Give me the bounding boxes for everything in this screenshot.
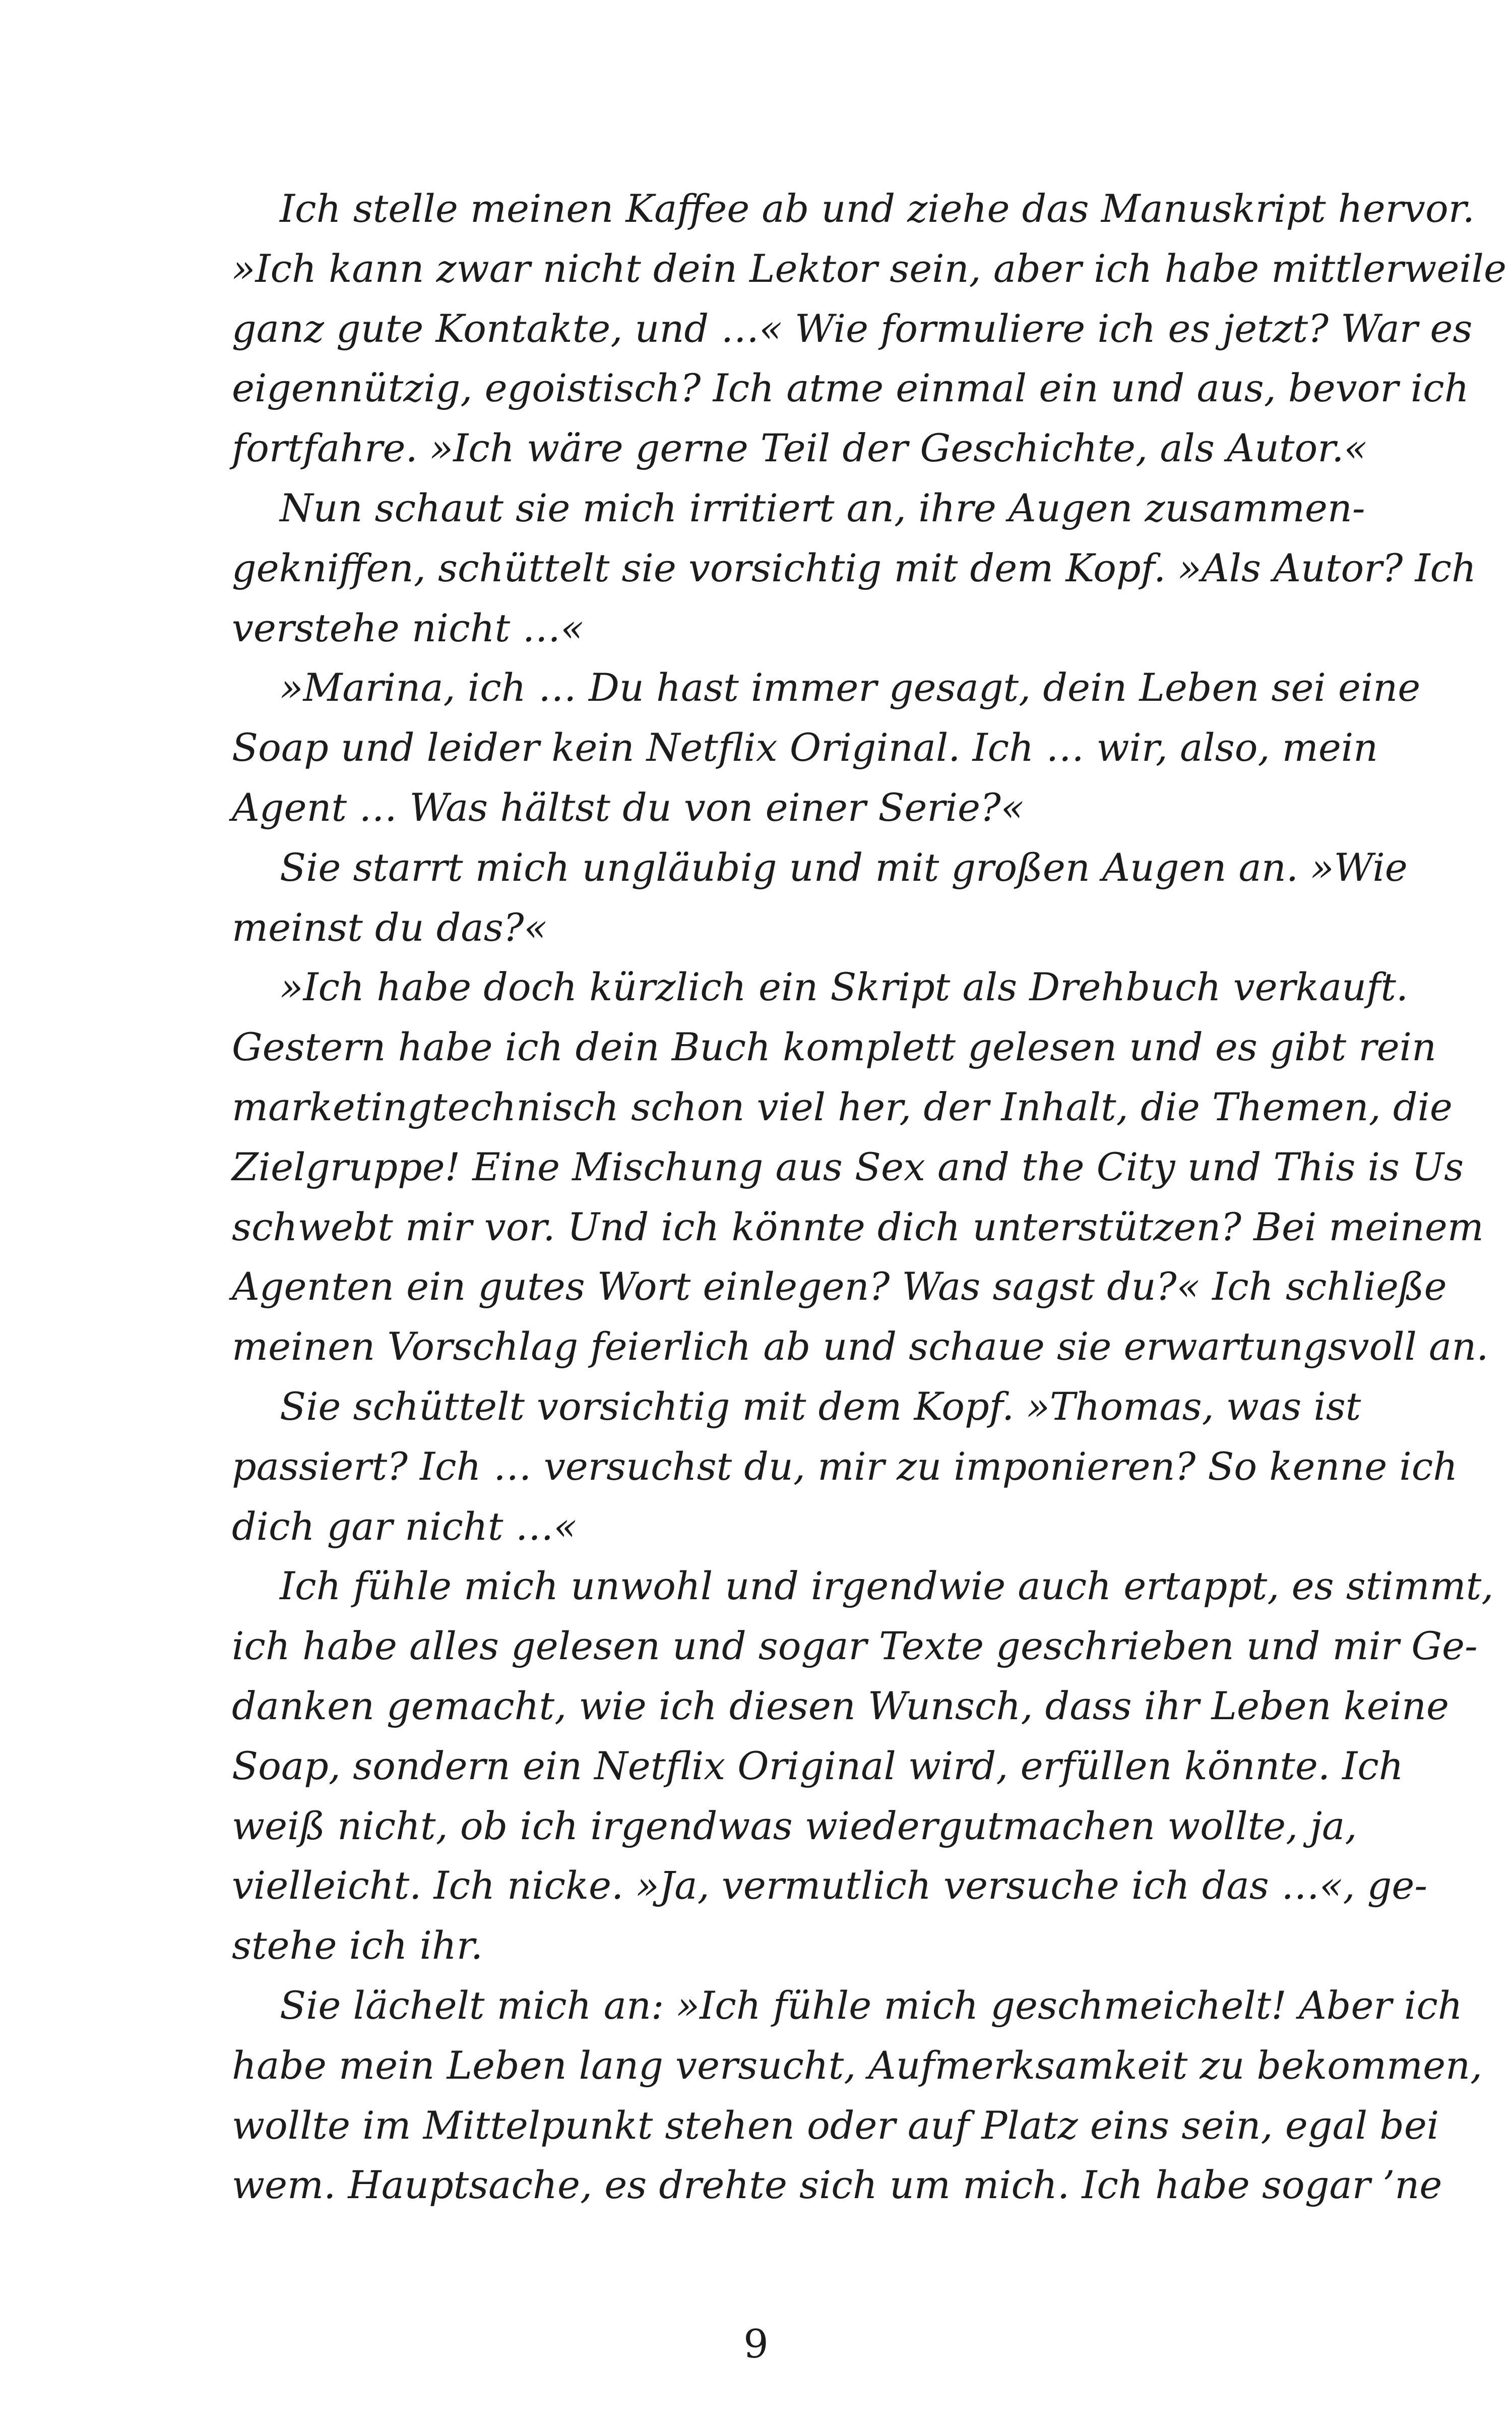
text-line: Sie lächelt mich an: »Ich fühle mich geschmeichelt! Aber ich <box>280 1982 1463 2028</box>
text-line: ganz gute Kontakte, und …« Wie formuliere ich es jetzt? War es <box>232 306 1473 351</box>
text-line: fortfahre. »Ich wäre gerne Teil der Geschichte, als Autor.« <box>232 426 1367 471</box>
page-number: 9 <box>743 2322 769 2367</box>
text-line: Agent … Was hältst du von einer Serie?« <box>232 784 1025 830</box>
text-line: dich gar nicht …« <box>232 1503 578 1549</box>
text-line: verstehe nicht …« <box>232 605 584 650</box>
text-line: marketingtechnisch schon viel her, der Inhalt, die Themen, die <box>232 1084 1453 1129</box>
text-line: schwebt mir vor. Und ich könnte dich unterstützen? Bei meinem <box>232 1204 1484 1249</box>
text-line: Ich stelle meinen Kaffee ab und ziehe das Manuskript hervor. <box>280 186 1475 231</box>
text-line: habe mein Leben lang versucht, Aufmerksamkeit zu bekommen, <box>232 2042 1483 2088</box>
text-line: weiß nicht, ob ich irgendwas wiedergutmachen wollte, ja, <box>232 1803 1357 1848</box>
text-line: Sie schüttelt vorsichtig mit dem Kopf. »Thomas, was ist <box>280 1383 1361 1429</box>
text-line: Nun schaut sie mich irritiert an, ihre Augen zusammen- <box>280 485 1365 530</box>
text-line: Zielgruppe! Eine Mischung aus Sex and the City und This is Us <box>232 1144 1464 1189</box>
text-line: meinen Vorschlag feierlich ab und schaue sie erwartungsvoll an. <box>232 1324 1489 1369</box>
body-text <box>232 179 1506 2215</box>
text-line: stehe ich ihr. <box>232 1923 483 1968</box>
text-line: »Marina, ich … Du hast immer gesagt, dein Leben sei eine <box>280 665 1421 710</box>
text-line: passiert? Ich … versuchst du, mir zu imponieren? So kenne ich <box>232 1443 1458 1489</box>
text-line: ich habe alles gelesen und sogar Texte geschrieben und mir Ge- <box>232 1623 1478 1669</box>
text-line: Ich fühle mich unwohl und irgendwie auch ertappt, es stimmt, <box>280 1563 1494 1609</box>
text-line: wem. Hauptsache, es drehte sich um mich. Ich habe sogar ’ne <box>232 2162 1442 2208</box>
text-line: »Ich habe doch kürzlich ein Skript als Drehbuch verkauft. <box>280 964 1409 1010</box>
text-line: Gestern habe ich dein Buch komplett gelesen und es gibt rein <box>232 1024 1436 1070</box>
text-line: meinst du das?« <box>232 904 547 950</box>
text-line: eigennützig, egoistisch? Ich atme einmal ein und aus, bevor ich <box>232 366 1469 411</box>
text-line: vielleicht. Ich nicke. »Ja, vermutlich versuche ich das …«, ge- <box>232 1863 1428 1908</box>
text-line: »Ich kann zwar nicht dein Lektor sein, aber ich habe mittlerweile <box>232 246 1506 291</box>
text-line: Sie starrt mich ungläubig und mit großen Augen an. »Wie <box>280 844 1408 890</box>
text-line: danken gemacht, wie ich diesen Wunsch, dass ihr Leben keine <box>232 1683 1449 1728</box>
text-line: gekniffen, schüttelt sie vorsichtig mit dem Kopf. »Als Autor? Ich <box>232 545 1477 590</box>
text-line: Soap und leider kein Netflix Original. Ich … wir, also, mein <box>232 725 1378 770</box>
text-line: Agenten ein gutes Wort einlegen? Was sagst du?« Ich schließe <box>232 1264 1447 1309</box>
text-line: wollte im Mittelpunkt stehen oder auf Platz eins sein, egal bei <box>232 2102 1439 2148</box>
text-line: Soap, sondern ein Netflix Original wird, erfüllen könnte. Ich <box>232 1743 1404 1788</box>
